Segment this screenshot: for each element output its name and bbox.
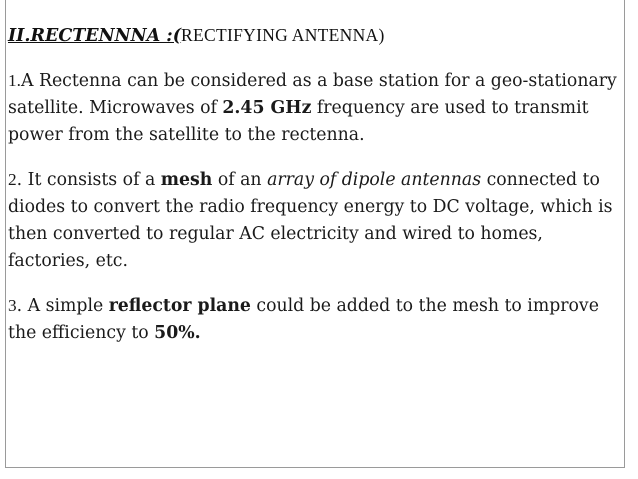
paragraph-3-reflector-plane: reflector plane [108,296,251,316]
paragraph-2-text-3: connected to diodes to convert the radio frequency energy to DC voltage, which is then converted to regular AC electricity and wired to homes, factories, etc. [8,170,613,271]
paragraph-3 [8,292,623,347]
paragraph-3-text-1: . A simple [16,296,109,316]
paragraph-2-text-2: of an [212,170,268,190]
paragraph-3-efficiency: 50%. [154,323,201,343]
paragraph-2 [8,166,623,275]
paragraph-1-text-1: A Rectenna can be considered as a base station for a geo-stationary satellite. Microwaves of [8,71,617,118]
title-prefix: II.RECTENNNA :( [8,26,182,46]
paragraph-2-dipole-array: array of dipole antennas [267,170,482,190]
paragraph-1 [8,67,623,149]
paragraph-3-text-2: could be added to the mesh to improve the efficiency to [8,296,599,343]
paragraph-1-number: 1. [8,71,21,90]
paragraph-1-frequency: 2.45 GHz [222,98,312,118]
paragraph-2-number: 2 [8,170,17,189]
paragraph-2-text-1: . It consists of a [16,170,161,190]
paragraph-1-text-2: frequency are used to transmit power from the satellite to the rectenna. [8,98,589,145]
title-rest: RECTIFYING ANTENNA) [181,25,385,45]
paragraph-3-number: 3 [8,296,17,315]
paragraph-2-mesh: mesh [160,170,213,190]
slide-title [8,24,623,47]
